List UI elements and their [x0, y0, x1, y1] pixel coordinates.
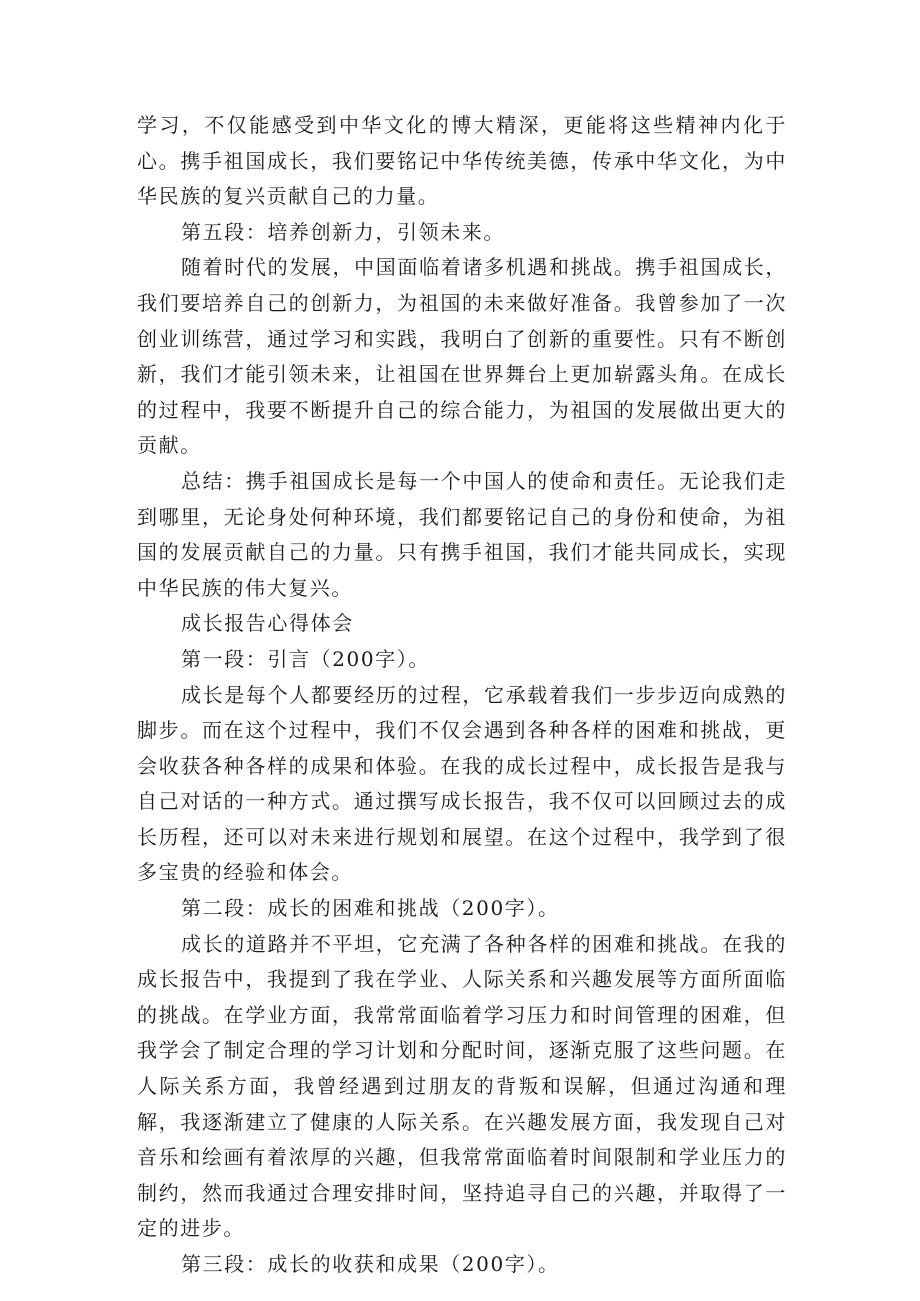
section-heading: 第二段：成长的困难和挑战（200字）。: [181, 896, 560, 921]
paragraph: 成长的道路并不平坦，它充满了各种各样的困难和挑战。在我的成长报告中，我提到了我在学业、人际关系和兴趣发展等方面所面临的挑战。在学业方面，我常常面临着学习压力和时间管理的困难，但我学会了制定合理的学习计划和分配时间，逐渐克服了这些问题。在人际关系方面，我曾经遇到过朋友的背叛和误解，但通过沟通和理解，我逐渐建立了健康的人际关系。在兴趣发展方面，我发现自己对音乐和绘画有着浓厚的兴趣，但我常常面临着时间限制和学业压力的制约，然而我通过合理安排时间，坚持追寻自己的兴趣，并取得了一定的进步。: [137, 931, 787, 1241]
article-title: 成长报告心得体会: [181, 611, 354, 636]
section-heading: 第一段：引言（200字）。: [181, 646, 430, 671]
paragraph: 成长是每个人都要经历的过程，它承载着我们一步步迈向成熟的脚步。而在这个过程中，我们不仅会遇到各种各样的困难和挑战，更会收获各种各样的成果和体验。在我的成长过程中，成长报告是我与自己对话的一种方式。通过撰写成长报告，我不仅可以回顾过去的成长历程，还可以对未来进行规划和展望。在这个过程中，我学到了很多宝贵的经验和体会。: [137, 682, 787, 885]
paragraph: 学习，不仅能感受到中华文化的博大精深，更能将这些精神内化于心。携手祖国成长，我们要铭记中华传统美德，传承中华文化，为中华民族的复兴贡献自己的力量。: [137, 113, 787, 209]
section-heading: 第五段：培养创新力，引领未来。: [181, 219, 505, 244]
summary-paragraph: 总结：携手祖国成长是每一个中国人的使命和责任。无论我们走到哪里，无论身处何种环境，我们都要铭记自己的身份和使命，为祖国的发展贡献自己的力量。只有携手祖国，我们才能共同成长，实现中华民族的伟大复兴。: [137, 468, 787, 600]
document-body: [137, 108, 787, 1283]
section-heading: 第三段：成长的收获和成果（200字）。: [181, 1252, 560, 1276]
paragraph: 随着时代的发展，中国面临着诸多机遇和挑战。携手祖国成长，我们要培养自己的创新力，为祖国的未来做好准备。我曾参加了一次创业训练营，通过学习和实践，我明白了创新的重要性。只有不断创新，我们才能引领未来，让祖国在世界舞台上更加崭露头角。在成长的过程中，我要不断提升自己的综合能力，为祖国的发展做出更大的贡献。: [137, 255, 787, 458]
